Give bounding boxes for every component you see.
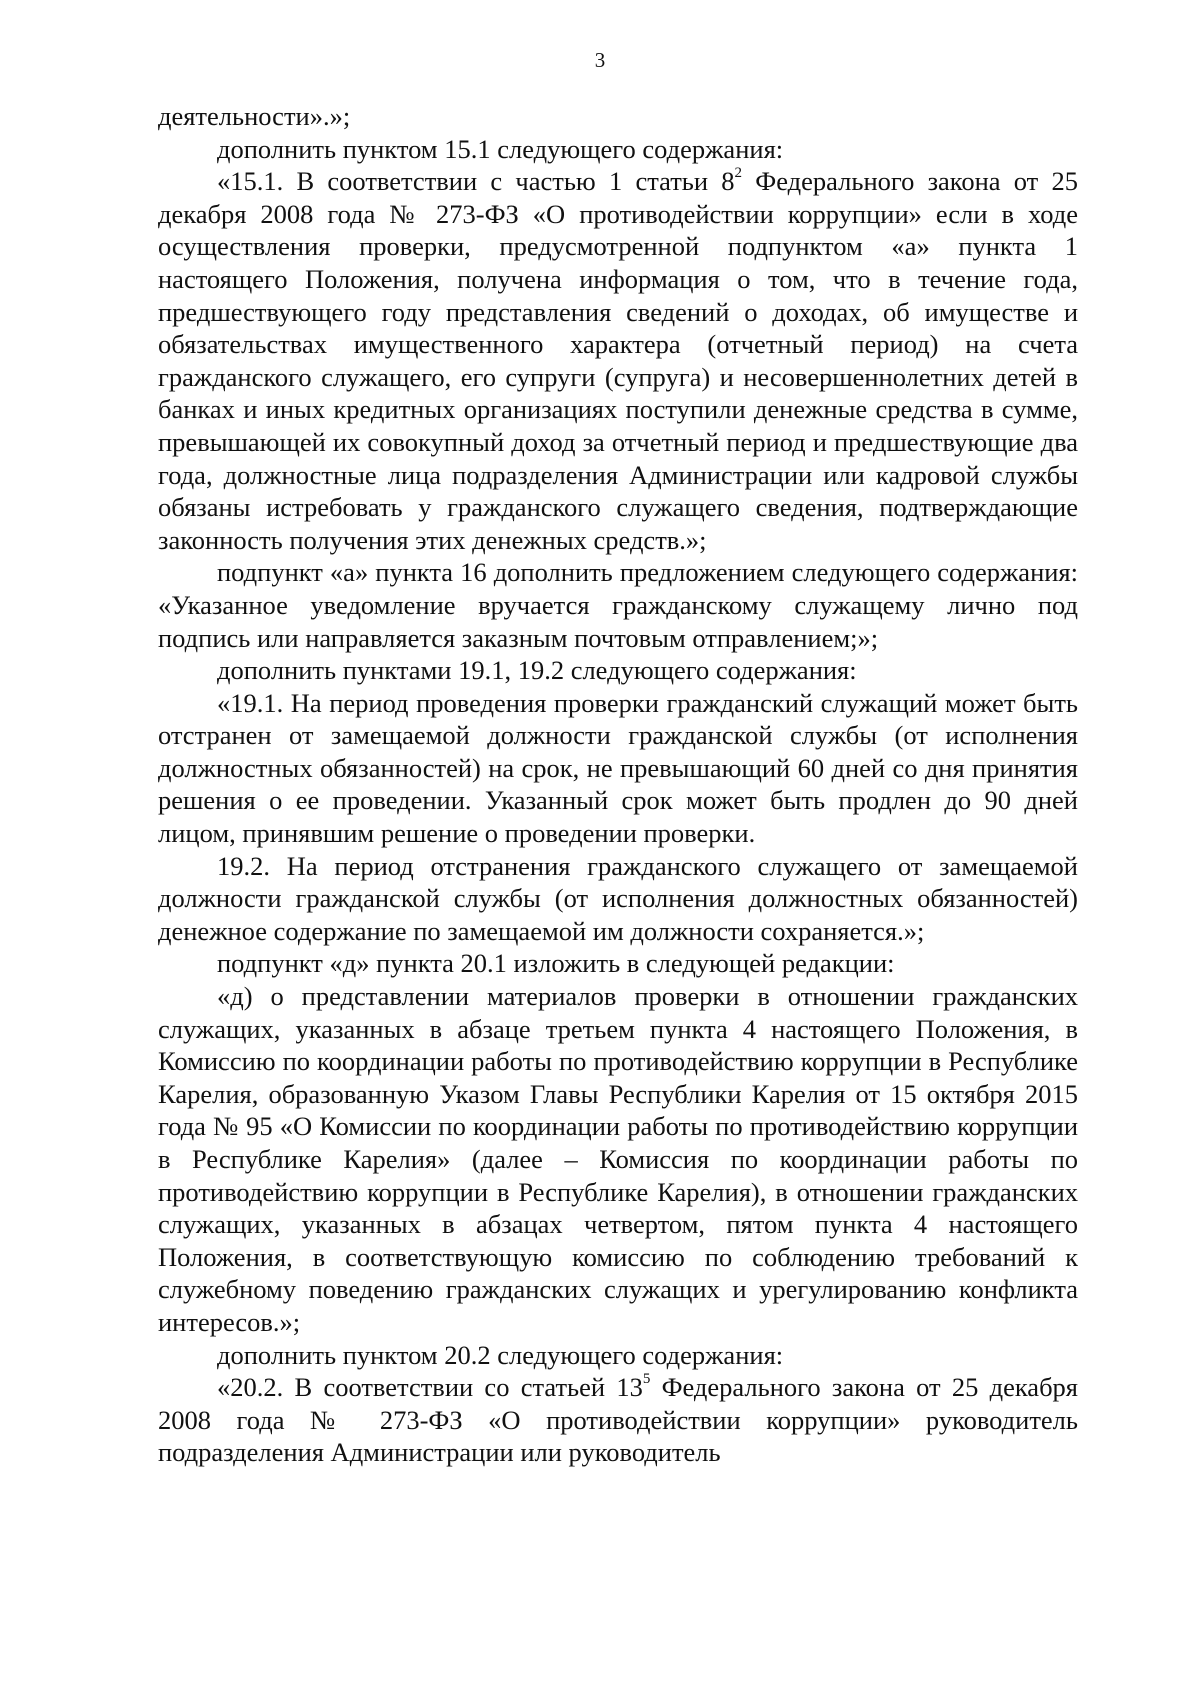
superscript: 5 xyxy=(642,1371,651,1388)
paragraph-item-15-1 xyxy=(158,165,1078,556)
paragraph-subitem-d-20-1: подпункт «д» пункта 20.1 изложить в следующей редакции: xyxy=(217,948,895,979)
paragraph-item-20-2 xyxy=(158,1371,1078,1469)
paragraph-add-items-19: дополнить пунктами 19.1, 19.2 следующего содержания: xyxy=(217,655,857,686)
paragraph-add-item-15-1: дополнить пунктом 15.1 следующего содержания: xyxy=(217,133,784,164)
paragraph-subitem-a-16: подпункт «а» пункта 16 дополнить предложением следующего содержания: «Указанное уведомление вручается гражданскому служащему лично под подпись или направляется заказным почтовым отправлением;»; xyxy=(158,557,1078,653)
text-segment: Федерального закона от 25 декабря 2008 года № 273-ФЗ «О противодействии коррупции» если в ходе осуществления проверки, предусмотренной подпунктом «а» пункта 1 настоящего Положения, получена информация о том, что в течение года, предшествующего году представления сведений о доходах, об имуществе и обязательствах имущественного характера (отчетный период) на счета гражданского служащего, его супруги (супруга) и несовершеннолетних детей в банках и иных кредитных организациях поступили денежные средства в сумме, превышающей их совокупный доход за отчетный период и предшествующие два года, должностные лица подразделения Администрации или кадровой службы обязаны истребовать у гражданского служащего сведения, подтверждающие законность получения этих денежных средств.»; xyxy=(158,166,1078,555)
paragraph-item-d: «д) о представлении материалов проверки в отношении гражданских служащих, указанных в абзаце третьем пункта 4 настоящего Положения, в Комиссию по координации работы по противодействию коррупции в Республике Карелия, образованную Указом Главы Республики Карелия от 15 октября 2015 года № 95 «О Комиссии по координации работы по противодействию коррупции в Республике Карелия» (далее – Комиссия по координации работы по противодействию коррупции в Республике Карелия), в отношении гражданских служащих, указанных в абзацах четвертом, пятом пункта 4 настоящего Положения, в соответствующую комиссию по соблюдению требований к служебному поведению гражданских служащих и урегулированию конфликта интересов.»; xyxy=(158,981,1078,1337)
text-segment: «20.2. В соответствии со статьей 13 xyxy=(217,1372,643,1403)
text-segment: «15.1. В соответствии с частью 1 статьи 8 xyxy=(217,166,735,197)
document-body xyxy=(158,100,1078,1469)
paragraph-add-item-20-2: дополнить пунктом 20.2 следующего содержания: xyxy=(217,1339,784,1370)
paragraph-item-19-2: 19.2. На период отстранения гражданского служащего от замещаемой должности гражданской службы (от исполнения должностных обязанностей) денежное содержание по замещаемой им должности сохраняется.»; xyxy=(158,850,1078,946)
page-number: 3 xyxy=(594,48,606,72)
paragraph-continuation: деятельности».»; xyxy=(158,101,351,131)
text-segment: Федерального закона от 25 декабря 2008 года № 273-ФЗ «О противодействии коррупции» руководитель подразделения Администрации или руководитель xyxy=(158,1372,1078,1468)
superscript: 2 xyxy=(734,165,743,182)
paragraph-item-19-1: «19.1. На период проведения проверки гражданский служащий может быть отстранен от замещаемой должности гражданской службы (от исполнения должностных обязанностей) на срок, не превышающий 60 дней со дня принятия решения о ее проведении. Указанный срок может быть продлен до 90 дней лицом, принявшим решение о проведении проверки. xyxy=(158,687,1078,849)
